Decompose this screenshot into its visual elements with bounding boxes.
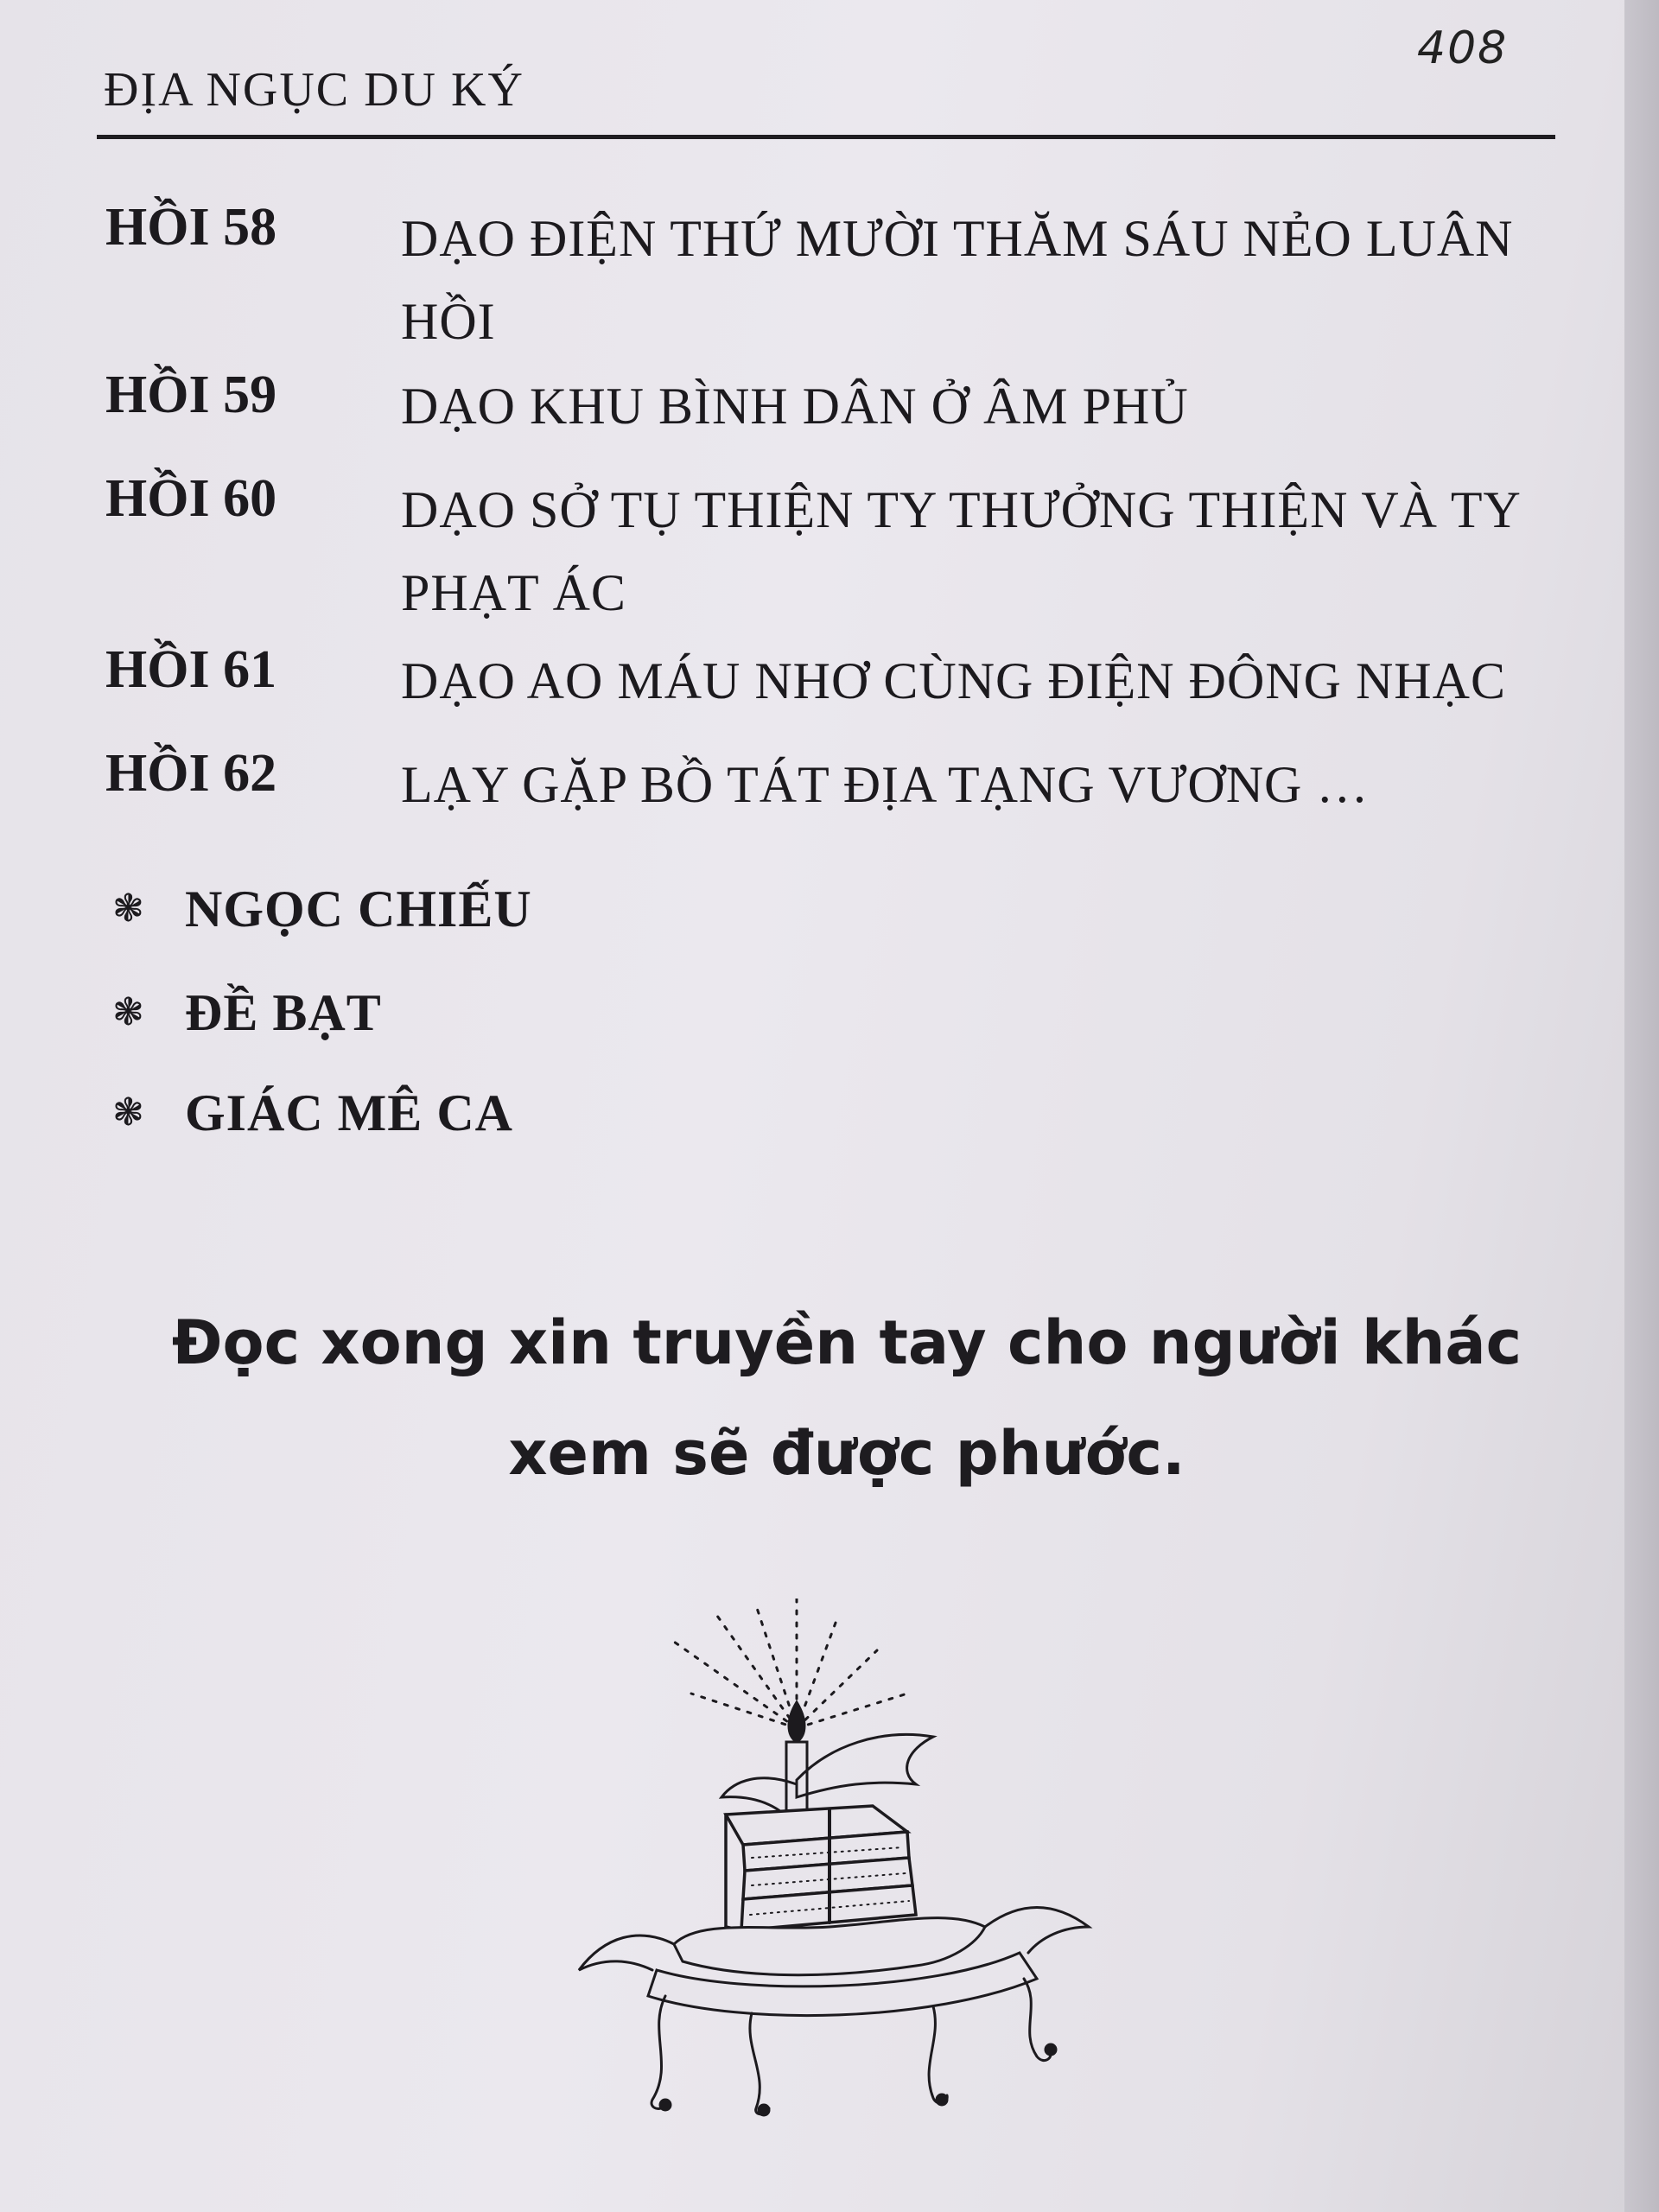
chapter-title: LẠY GẶP BỒ TÁT ĐỊA TẠNG VƯƠNG …	[401, 756, 1370, 813]
poem-label: NGỌC CHIẾU	[185, 880, 532, 938]
closing-line-2: xem sẽ được phước.	[508, 1418, 1185, 1489]
poem-label: ĐỀ BẠT	[185, 984, 382, 1041]
poem-item	[112, 880, 532, 939]
page-number: 408	[1417, 22, 1509, 74]
candle-and-scriptures-on-stand-icon	[570, 1599, 1123, 2117]
chapter-number: HỒI 60	[105, 469, 277, 528]
chapter-title: DẠO ĐIỆN THỨ MƯỜI THĂM SÁU NẺO LUÂN HỒI	[401, 210, 1514, 350]
chapter-number: HỒI 59	[105, 365, 277, 424]
chapter-number: HỒI 62	[105, 744, 277, 803]
chapter-title: DẠO AO MÁU NHƠ CÙNG ĐIỆN ĐÔNG NHẠC	[401, 652, 1506, 709]
flower-star-icon: ❃	[112, 990, 145, 1034]
closing-line-1: Đọc xong xin truyền tay cho người khác	[171, 1307, 1522, 1378]
running-head: ĐỊA NGỤC DU KÝ	[104, 63, 524, 117]
poem-item	[112, 983, 382, 1043]
flower-star-icon: ❃	[112, 1090, 145, 1135]
chapter-number: HỒI 58	[105, 198, 277, 257]
closing-message	[104, 1287, 1590, 1509]
chapter-number: HỒI 61	[105, 640, 277, 699]
poem-item	[112, 1084, 513, 1143]
header-rule	[97, 135, 1555, 139]
chapter-title: DẠO SỞ TỤ THIỆN TY THƯỞNG THIỆN VÀ TY PHẠT ÁC	[401, 481, 1520, 621]
page-edge	[1624, 0, 1659, 2212]
chapter-title: DẠO KHU BÌNH DÂN Ở ÂM PHỦ	[401, 378, 1189, 435]
poem-label: GIÁC MÊ CA	[185, 1084, 513, 1141]
flower-star-icon: ❃	[112, 887, 145, 931]
